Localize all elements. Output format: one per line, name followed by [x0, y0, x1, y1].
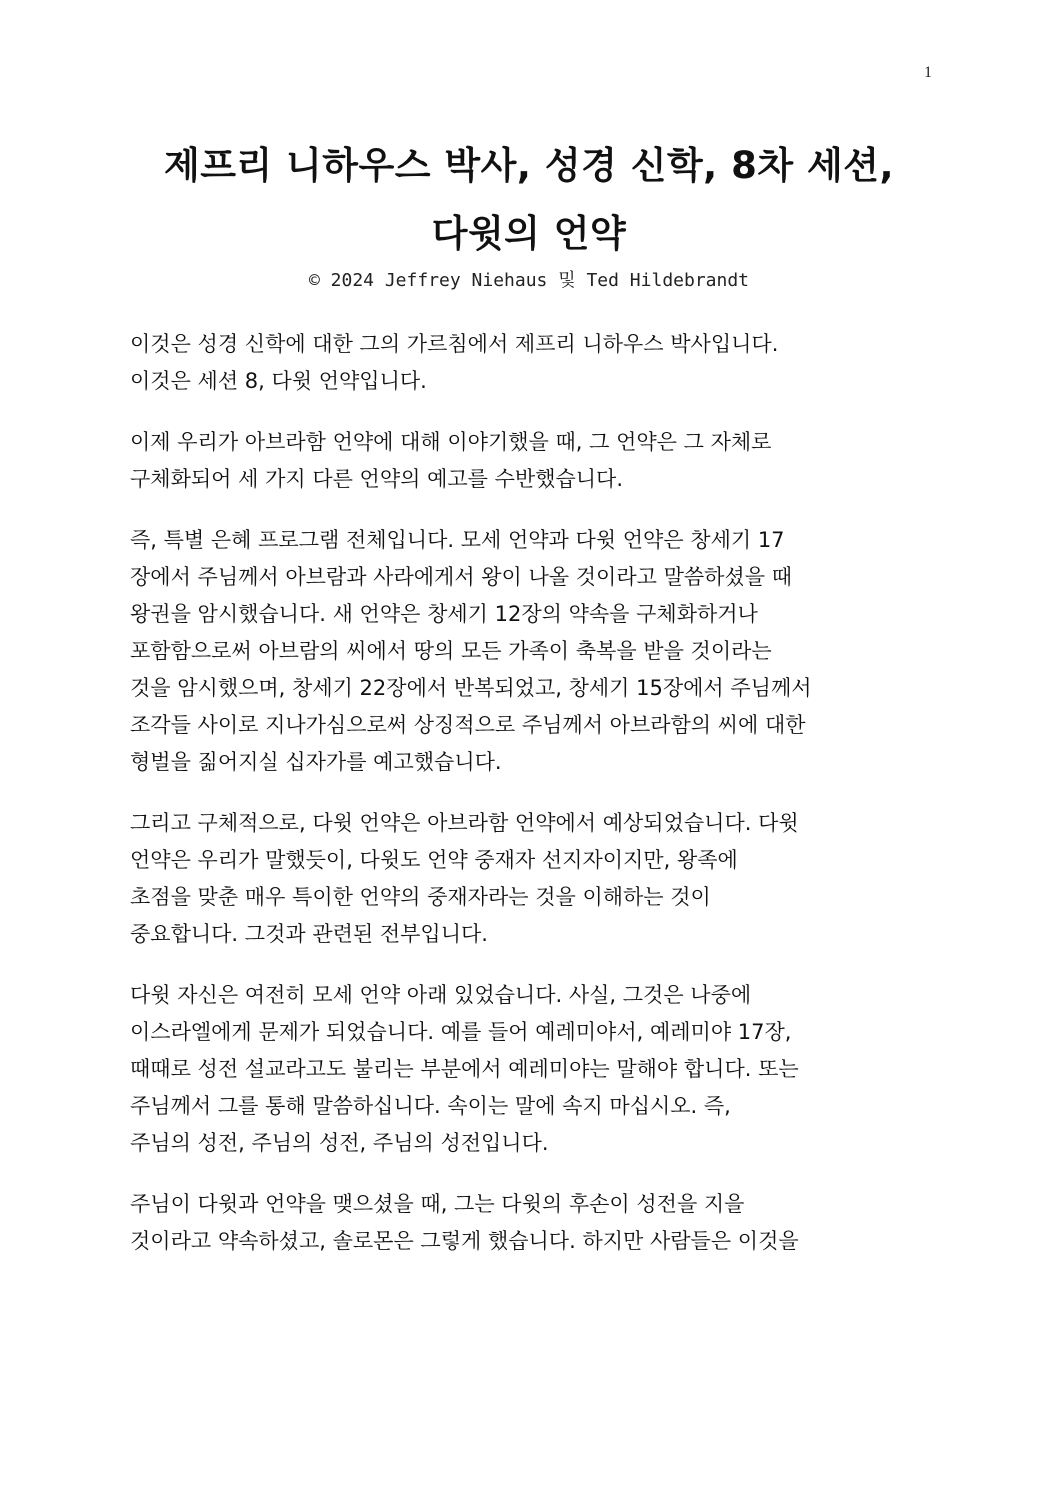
paragraph — [130, 522, 930, 781]
text-line: 것이라고 약속하셨고, 솔로몬은 그렇게 했습니다. 하지만 사람들은 이것을 — [130, 1229, 799, 1253]
text-line: 이제 우리가 아브라함 언약에 대해 이야기했을 때, 그 언약은 그 자체로 — [130, 430, 772, 454]
text-line: 중요합니다. 그것과 관련된 전부입니다. — [130, 922, 488, 946]
paragraph — [130, 1186, 930, 1260]
paragraph — [130, 326, 930, 400]
text-line: 즉, 특별 은혜 프로그램 전체입니다. 모세 언약과 다윗 언약은 창세기 17 — [130, 528, 785, 552]
text-line: 다윗 자신은 여전히 모세 언약 아래 있었습니다. 사실, 그것은 나중에 — [130, 983, 752, 1007]
text-line: 주님이 다윗과 언약을 맺으셨을 때, 그는 다윗의 후손이 성전을 지을 — [130, 1192, 745, 1216]
document-body — [130, 326, 930, 1284]
text-line: 장에서 주님께서 아브람과 사라에게서 왕이 나올 것이라고 말씀하셨을 때 — [130, 565, 792, 589]
text-line: 이스라엘에게 문제가 되었습니다. 예를 들어 예레미야서, 예레미야 17장, — [130, 1020, 792, 1044]
text-line: 것을 암시했으며, 창세기 22장에서 반복되었고, 창세기 15장에서 주님께서 — [130, 676, 812, 700]
title-line: 제프리 니하우스 박사, 성경 신학, 8차 세션, — [163, 144, 895, 187]
text-line: 언약은 우리가 말했듯이, 다윗도 언약 중재자 선지자이지만, 왕족에 — [130, 848, 738, 872]
paragraph — [130, 977, 930, 1162]
paragraph — [130, 424, 930, 498]
text-line: 구체화되어 세 가지 다른 언약의 예고를 수반했습니다. — [130, 467, 624, 491]
paragraph — [130, 805, 930, 953]
title-line: 다윗의 언약 — [431, 212, 627, 255]
copyright-notice: © 2024 Jeffrey Niehaus 및 Ted Hildebrandt — [308, 270, 750, 291]
page-title — [110, 132, 948, 268]
text-line: 포함함으로써 아브람의 씨에서 땅의 모든 가족이 축복을 받을 것이라는 — [130, 639, 772, 663]
text-line: 이것은 성경 신학에 대한 그의 가르침에서 제프리 니하우스 박사입니다. — [130, 332, 779, 356]
text-line: 주님의 성전, 주님의 성전, 주님의 성전입니다. — [130, 1131, 549, 1155]
text-line: 조각들 사이로 지나가심으로써 상징적으로 주님께서 아브라함의 씨에 대한 — [130, 713, 806, 737]
page-number: 1 — [924, 64, 932, 81]
text-line: 이것은 세션 8, 다윗 언약입니다. — [130, 369, 427, 393]
text-line: 초점을 맞춘 매우 특이한 언약의 중재자라는 것을 이해하는 것이 — [130, 885, 711, 909]
text-line: 그리고 구체적으로, 다윗 언약은 아브라함 언약에서 예상되었습니다. 다윗 — [130, 811, 799, 835]
text-line: 때때로 성전 설교라고도 불리는 부분에서 예레미야는 말해야 합니다. 또는 — [130, 1057, 799, 1081]
text-line: 왕권을 암시했습니다. 새 언약은 창세기 12장의 약속을 구체화하거나 — [130, 602, 758, 626]
text-line: 주님께서 그를 통해 말씀하십니다. 속이는 말에 속지 마십시오. 즉, — [130, 1094, 731, 1118]
text-line: 형벌을 짊어지실 십자가를 예고했습니다. — [130, 750, 502, 774]
